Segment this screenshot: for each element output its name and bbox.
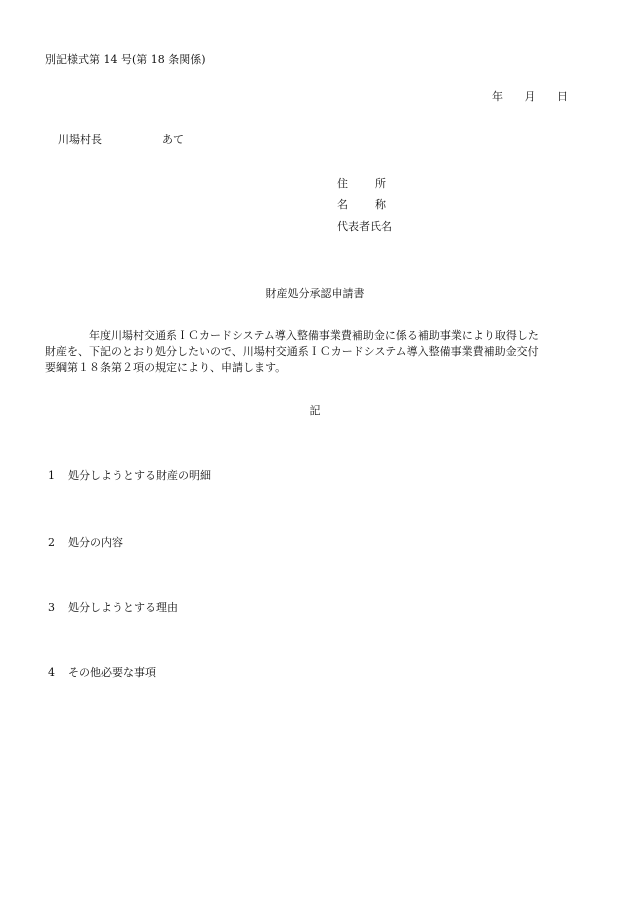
- body-line-2: 財産を、下記のとおり処分したいので、川場村交通系ＩＣカードシステム導入整備事業費補助金交付: [45, 345, 539, 358]
- body-line-3: 要綱第１８条第２項の規定により、申請します。: [45, 361, 287, 374]
- applicant-address-char-1: 住: [337, 177, 348, 190]
- applicant-address-char-2: 所: [375, 177, 386, 190]
- body-paragraph: [45, 328, 590, 376]
- ki-heading: 記: [309, 404, 321, 417]
- recipient-suffix: あて: [162, 133, 184, 146]
- document-title: 財産処分承認申請書: [265, 287, 365, 300]
- date-line: [492, 90, 568, 103]
- date-day: 日: [557, 90, 568, 103]
- item-label: 処分の内容: [68, 536, 123, 549]
- item-number: 1: [48, 469, 55, 482]
- form-number: 別記様式第 14 号(第 18 条関係): [45, 53, 206, 66]
- list-item: [48, 601, 178, 614]
- applicant-name-label: [337, 198, 386, 211]
- list-item: [48, 666, 156, 679]
- item-number: 4: [48, 666, 55, 679]
- item-number: 2: [48, 536, 55, 549]
- applicant-name-char-1: 名: [337, 198, 348, 211]
- item-label: 処分しようとする財産の明細: [68, 469, 211, 482]
- recipient-name: 川場村長: [58, 133, 102, 146]
- date-year: 年: [492, 90, 503, 103]
- item-label: 処分しようとする理由: [68, 601, 178, 614]
- applicant-representative-label: 代表者氏名: [337, 220, 392, 233]
- body-line-1: 年度川場村交通系ＩＣカードシステム導入整備事業費補助金に係る補助事業により取得した: [89, 329, 539, 342]
- list-item: [48, 469, 211, 482]
- item-label: その他必要な事項: [68, 666, 156, 679]
- applicant-address-label: [337, 177, 386, 190]
- list-item: [48, 536, 123, 549]
- date-month: 月: [524, 90, 536, 103]
- applicant-name-char-2: 称: [375, 198, 386, 211]
- item-number: 3: [48, 601, 55, 614]
